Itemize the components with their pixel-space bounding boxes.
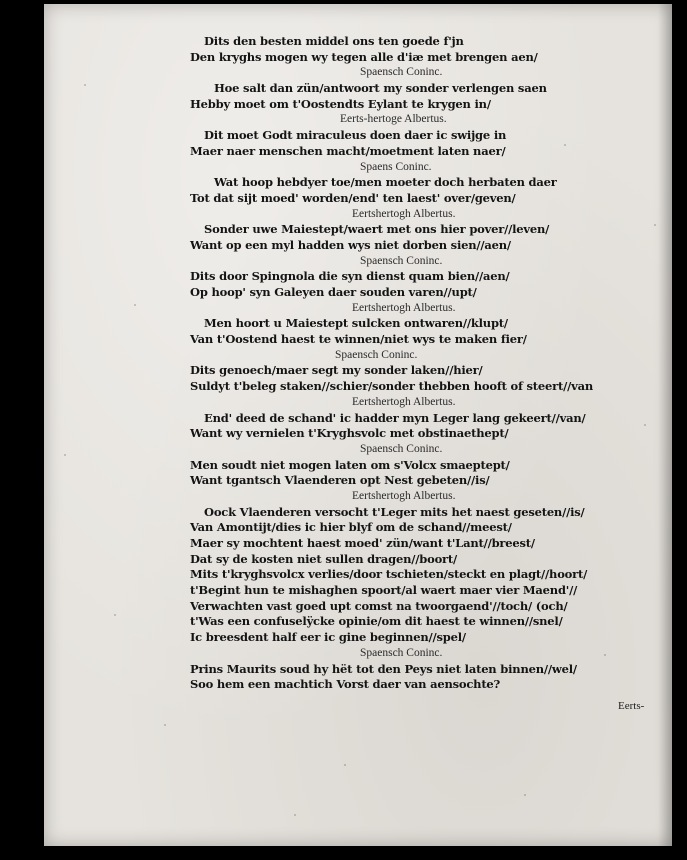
- verse-line: Verwachten vast goed upt comst na twoorgaend'//toch/ (och/: [190, 598, 568, 613]
- dialogue-text-block: [190, 34, 620, 693]
- verse-line: Want op een myl hadden wys niet dorben sien//aen/: [190, 237, 511, 252]
- speaker-heading: Spaens Coninc.: [360, 160, 432, 173]
- book-page: [44, 4, 672, 846]
- paper-speck: [84, 84, 86, 86]
- verse-line: Maer naer menschen macht/moetment laten naer/: [190, 143, 506, 158]
- speaker-heading: Eertshertogh Albertus.: [352, 489, 456, 502]
- verse-line: Mits t'kryghsvolcx verlies/door tschieten/steckt en plagt//hoort/: [190, 567, 588, 582]
- verse-line: Want wy vernielen t'Kryghsvolc met obstinaethept/: [190, 426, 509, 441]
- paper-speck: [644, 424, 646, 426]
- verse-line: Op hoop' syn Galeyen daer souden varen//upt/: [190, 285, 477, 299]
- paper-speck: [134, 304, 136, 306]
- paper-speck: [164, 724, 166, 726]
- paper-speck: [294, 814, 296, 816]
- verse-line: Den kryghs mogen wy tegen alle d'iæ met brengen aen/: [190, 49, 538, 64]
- verse-line: Dat sy de kosten niet sullen dragen//boort/: [190, 551, 458, 566]
- speaker-heading: Eertshertogh Albertus.: [352, 207, 456, 220]
- verse-line: Van t'Oostend haest te winnen/niet wys te maken fier/: [190, 332, 527, 347]
- speaker-heading: Spaensch Coninc.: [360, 646, 443, 659]
- verse-line: Soo hem een machtich Vorst daer van aensochte?: [190, 677, 501, 692]
- verse-line: t'Was een confuselÿcke opinie/om dit haest te winnen//snel/: [190, 614, 563, 629]
- verse-line: Van Amontijt/dies ic hier blyf om de schand//meest/: [190, 520, 512, 535]
- paper-speck: [654, 224, 656, 226]
- verse-line: Dit moet Godt miraculeus doen daer ic swijge in: [204, 128, 507, 143]
- paper-speck: [604, 654, 606, 656]
- verse-line: Wat hoop hebdyer toe/men moeter doch herbaten daer: [214, 175, 557, 190]
- verse-line: Tot dat sijt moed' worden/end' ten laest' over/geven/: [190, 190, 516, 205]
- speaker-heading: Spaensch Coninc.: [360, 254, 443, 267]
- verse-line: Oock Vlaenderen versocht t'Leger mits het naest geseten//is/: [204, 504, 585, 519]
- verse-line: Prins Maurits soud hy hët tot den Peys niet laten binnen//wel/: [190, 661, 577, 676]
- verse-line: Ic breesdent half eer ic gine beginnen//spel/: [190, 630, 466, 645]
- paper-speck: [114, 614, 116, 616]
- speaker-heading: Eertshertogh Albertus.: [352, 301, 456, 314]
- paper-speck: [564, 144, 566, 146]
- page-fold-shadow: [658, 4, 672, 846]
- speaker-heading: Spaensch Coninc.: [360, 442, 443, 455]
- verse-line: Hebby moet om t'Oostendts Eylant te krygen in/: [190, 96, 491, 111]
- verse-line: Hoe salt dan zün/antwoort my sonder verlengen saen: [214, 81, 547, 96]
- speaker-heading: Eertshertogh Albertus.: [352, 395, 456, 408]
- verse-line: Dits door Spingnola die syn dienst quam bien//aen/: [190, 269, 510, 284]
- speaker-heading: Spaensch Coninc.: [360, 66, 443, 79]
- speaker-heading: Eerts-hertoge Albertus.: [340, 113, 447, 126]
- verse-line: Men hoort u Maiestept sulcken ontwaren//klupt/: [204, 316, 508, 331]
- catchword: Eerts-: [618, 700, 645, 712]
- verse-line: t'Begint hun te mishaghen spoort/al waert maer vier Maend'//: [190, 583, 578, 598]
- paper-speck: [64, 454, 66, 456]
- verse-line: Sonder uwe Maiestept/waert met ons hier pover//leven/: [204, 222, 550, 237]
- paper-speck: [344, 764, 346, 766]
- verse-line: Maer sy mochtent haest moed' zün/want t'Lant//breest/: [190, 536, 535, 550]
- verse-line: Men soudt niet mogen laten om s'Volcx smaeptept/: [190, 457, 510, 472]
- verse-line: End' deed de schand' ic hadder myn Leger lang gekeert//van/: [204, 410, 586, 425]
- paper-speck: [524, 794, 526, 796]
- verse-line: Want tgantsch Vlaenderen opt Nest gebeten//is/: [190, 473, 490, 488]
- verse-line: Dits genoech/maer segt my sonder laken//hier/: [190, 363, 483, 378]
- verse-line: Suldyt t'beleg staken//schier/sonder thebben hooft of steert//van: [190, 379, 594, 394]
- speaker-heading: Spaensch Coninc.: [335, 348, 418, 361]
- verse-line: Dits den besten middel ons ten goede f'jn: [204, 34, 464, 48]
